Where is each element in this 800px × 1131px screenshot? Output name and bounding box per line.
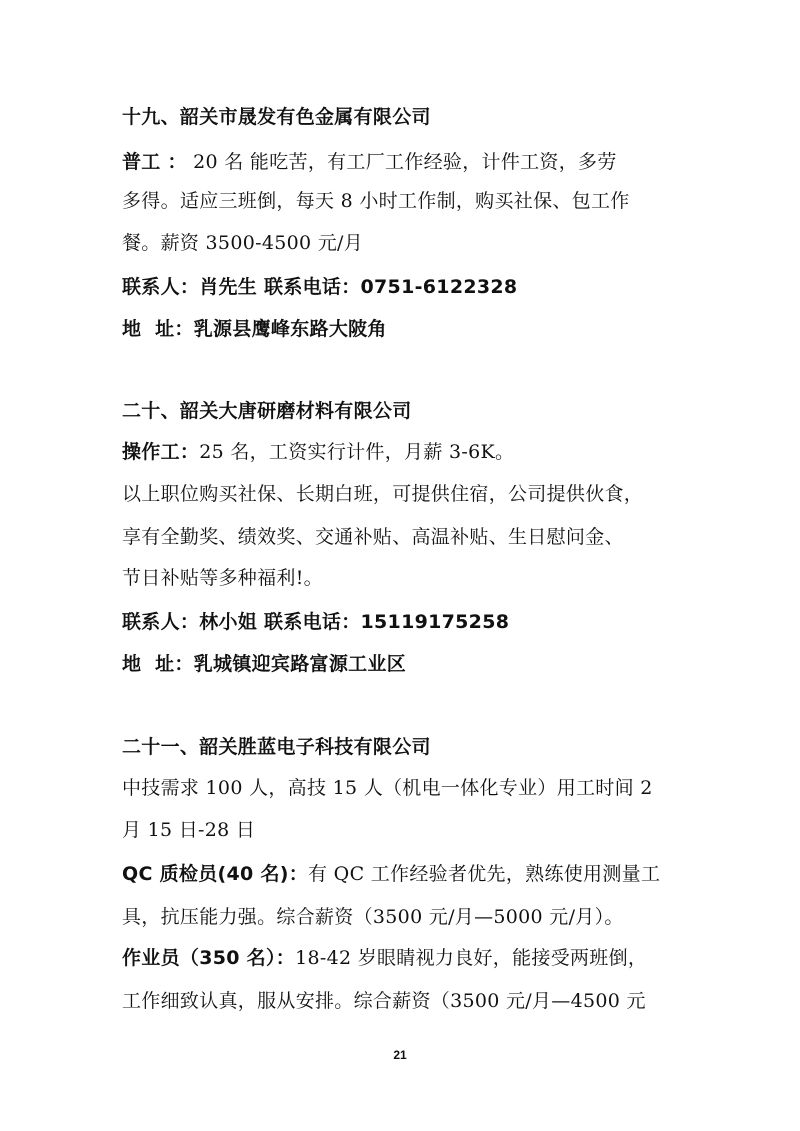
section-20-benefit-line-2: 享有全勤奖、绩效奖、交通补贴、高温补贴、生日慰问金、 xyxy=(122,526,624,548)
section-19-address: 乳源县鹰峰东路大陂角 xyxy=(193,318,387,340)
section-20-job-line xyxy=(122,440,682,464)
section-20-address-label: 地 址： xyxy=(122,653,194,675)
section-21-qc-line-1 xyxy=(122,862,682,886)
section-19-job-line-2: 多得。适应三班倒，每天 8 小时工作制，购买社保、包工作 xyxy=(122,190,630,212)
section-21-intro-line-2: 月 15 日-28 日 xyxy=(122,819,256,841)
section-19-job-text: 20 名 能吃苦，有工厂工作经验，计件工资，多劳 xyxy=(186,151,617,173)
section-21-op-label: 作业员（350 名）： xyxy=(122,947,296,969)
section-21-qc-text: 有 QC 工作经验者优先，熟练使用测量工 xyxy=(308,863,661,885)
section-20-job-label: 操作工： xyxy=(122,441,200,463)
section-20-address-line xyxy=(122,652,682,676)
section-20-benefit-line-3: 节日补贴等多种福利!。 xyxy=(122,567,323,589)
section-19-contact: 联系人：肖先生 联系电话：0751-6122328 xyxy=(122,276,518,298)
section-21-intro-line-1: 中技需求 100 人，高技 15 人（机电一体化专业）用工时间 2 xyxy=(122,777,653,799)
section-20-contact: 联系人：林小姐 联系电话：15119175258 xyxy=(122,611,510,633)
section-21-qc-label: QC 质检员(40 名)： xyxy=(122,863,309,885)
section-19-job-line-1 xyxy=(122,150,682,174)
section-21-op-line-1 xyxy=(122,946,682,970)
section-21-title: 二十一、韶关胜蓝电子科技有限公司 xyxy=(122,736,431,758)
section-20-address: 乳城镇迎宾路富源工业区 xyxy=(193,653,407,675)
section-21-op-line-2: 工作细致认真，服从安排。综合薪资（3500 元/月—4500 元 xyxy=(122,990,646,1012)
section-21-op-text: 18-42 岁眼睛视力良好，能接受两班倒， xyxy=(295,947,648,969)
section-19-address-label: 地 址： xyxy=(122,318,194,340)
page-number: 21 xyxy=(393,1048,407,1062)
section-20-title: 二十、韶关大唐研磨材料有限公司 xyxy=(122,400,412,422)
section-19-title: 十九、韶关市晟发有色金属有限公司 xyxy=(122,106,431,128)
section-20-benefit-line-1: 以上职位购买社保、长期白班，可提供住宿，公司提供伙食， xyxy=(122,483,644,505)
section-19-address-line xyxy=(122,317,682,341)
section-20-job-text: 25 名，工资实行计件，月薪 3-6K。 xyxy=(199,441,515,463)
section-19-job-line-3: 餐。薪资 3500-4500 元/月 xyxy=(122,232,364,254)
section-21-qc-line-2: 具，抗压能力强。综合薪资（3500 元/月—5000 元/月）。 xyxy=(122,906,624,928)
section-19-job-label: 普工 ： xyxy=(122,151,187,173)
